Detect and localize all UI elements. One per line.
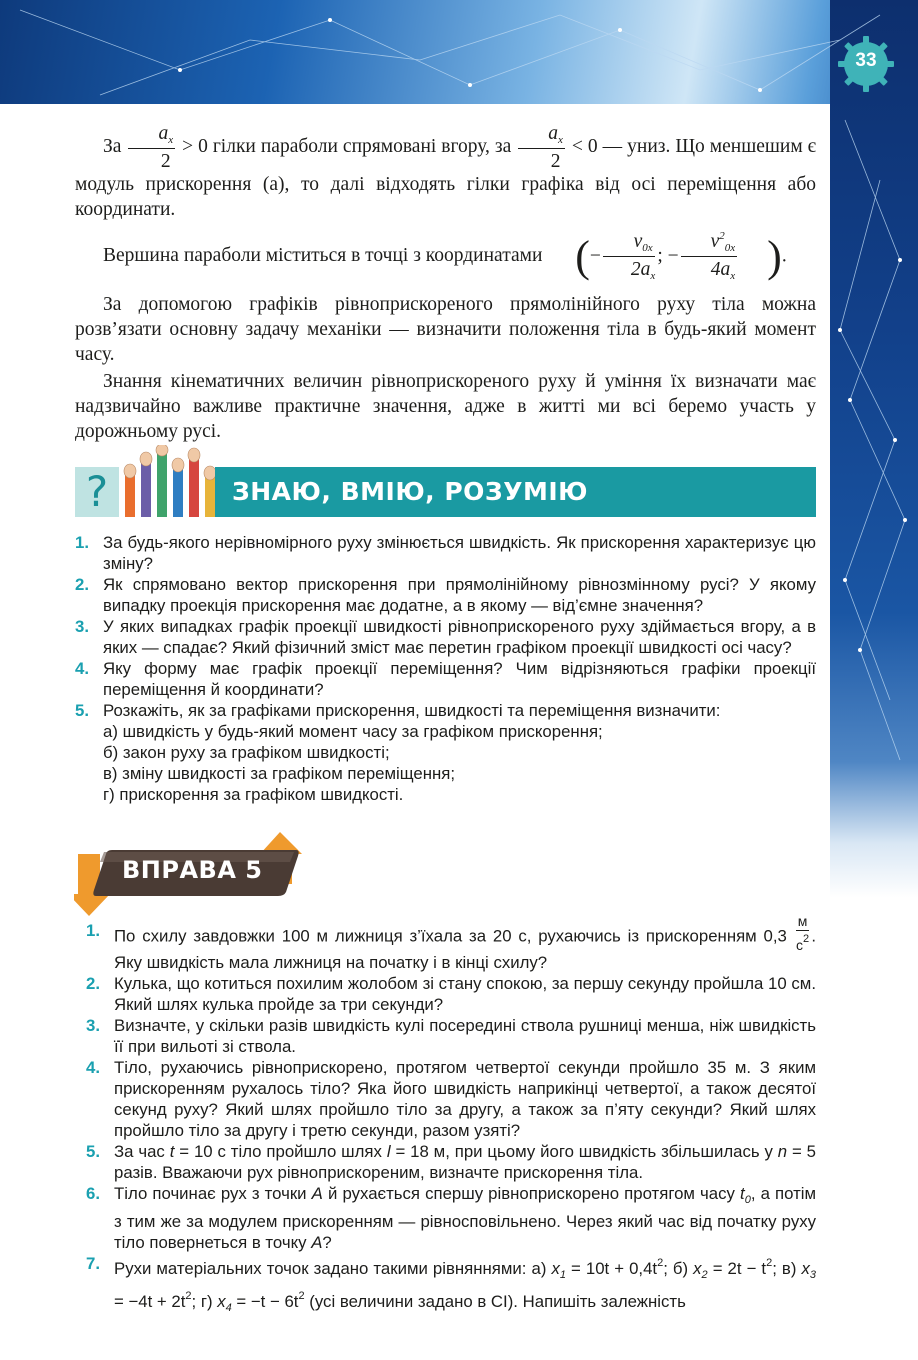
raised-hands-icon [119, 445, 219, 517]
exercise-item: 4. Тіло, рухаючись рівноприскорено, протягом четвертої секунди пройшло 35 м. З яким прискоренням рухалось тіло? Яка його швидкість наприкінці четвертої, а також десятої секунд руху? Який шлях пройшло тіло за другу, а також за п’яту секунди? Який шлях пройшло тіло за другу і третю секунди, разом узяті? [86, 1058, 816, 1140]
question-subitem: в) зміну швидкості за графіком переміщення; [103, 764, 455, 783]
question-item: 5. Розкажіть, як за графіками прискорення, швидкості та переміщення визначити: а) швидкість у будь-який момент часу за графіком прискорення; б) закон руху за графіком швидкості; в) зміну швидкості за графіком переміщення; г) прискорення за графіком швидкості. [75, 700, 816, 805]
fraction-ax-over-2: $\frac{a_x}{2}$ [128, 124, 175, 172]
fraction-v0x-2ax: $\frac{v_{0x}}{2a_x}$ [603, 232, 655, 282]
exercise-list [86, 913, 817, 1319]
question-mark-icon: ? [75, 467, 119, 517]
exercise-item: 3. Визначте, у скільки разів швидкість кулі посередині ствола рушниці менша, ніж швидкість її при вильоті зі ствола. [86, 1016, 816, 1056]
question-list [75, 532, 816, 805]
question-subitem: б) закон руху за графіком швидкості; [103, 743, 390, 762]
fraction-v0x2-4ax: $\frac{v^2_{0x}}{4a_x}$ [681, 231, 738, 282]
question-subitem: а) швидкість у будь-який момент часу за графіком прискорення; [103, 722, 603, 741]
fraction-ax-over-2-second: $\frac{a_x}{2}$ [518, 124, 565, 172]
exercise-item: 2. Кулька, що котиться похилим жолобом зі стану спокою, за першу секунду пройшла 10 см. Який шлях кулька пройде за три секунди? [86, 974, 816, 1014]
paragraph-graph-task: За допомогою графіків рівноприскореного прямолінійного руху тіла можна розв’язати основну задачу механіки — визначити положення тіла в будь-який момент часу. [75, 294, 816, 365]
question-subitem: г) прискорення за графіком швидкості. [103, 785, 404, 804]
paragraph-practical: Знання кінематичних величин рівноприскореного руху й уміння їх визначати має надзвичайно важливе практичне значення, адже в житті ми всі беремо участь у дорожньому русі. [75, 371, 816, 442]
unit-fraction-m-s2: $\frac{м}{с^2}$ [795, 913, 810, 953]
paragraph-parabola-branches: За $\frac{a_x}{2}$ > 0 гілки параболи спрямовані вгору, за $\frac{a_x}{2}$ < 0 — униз. Що меншешим є модуль прискорення (a), то далі відходять гілки графіка від осі переміщення або координати. [75, 123, 817, 220]
exercise-item: 7. Рухи матеріальних точок задано такими рівняннями: а) $x_1 = 10t + 0,4t^2$; б) $x_2 = 2t - t^2$; в) $x_3 = -4t + 2t^2$; г) $x_4 = -t - 6t^2$ (усі величини задано в СІ). Напишіть залежність [86, 1254, 817, 1314]
exercise-item: 5. За час t = 10 с тіло пройшло шлях l = 18 м, при цьому його швидкість збільшилась у n = 5 разів. Вважаючи рух рівноприскореним, визначте прискорення тіла. [86, 1142, 817, 1182]
question-item: 2. Як спрямовано вектор прискорення при прямолінійному рівнозмінному русі? У якому випадку проекція прискорення має додатне, а в якому — від’ємне значення? [75, 575, 816, 615]
paragraph-vertex: Вершина параболи міститься в точці з координатами (− $\frac{v_{0x}}{2a_x}$ ; − $\frac{v^2_{0x}}{4a_x}$ ). [103, 230, 787, 283]
banner-title: ЗНАЮ, ВМІЮ, РОЗУМІЮ [232, 477, 588, 506]
exercise-item: 1. По схилу завдовжки 100 м лижниця з’їхала за 20 с, рухаючись із прискоренням 0,3 $\frac{м}{с^2}$ . Яку швидкість мала лижниця на початку і в кінці схилу? [86, 913, 816, 972]
question-item: 1. За будь-якого нерівномірного руху змінюється швидкість. Як прискорення характеризує цю зміну? [75, 533, 816, 573]
exercise-title: ВПРАВА 5 [122, 856, 263, 884]
question-item: 4. Яку форму має графік проекції переміщення? Чим відрізняються графіки проекції переміщення й координати? [75, 659, 816, 699]
exercise-item: 6. Тіло починає рух з точки A й рухається спершу рівноприскорено протягом часу $t_0$, а потім з тим же за модулем прискоренням — рівносповільнено. Через який час від початку руху тіло повернеться в точку A? [86, 1184, 817, 1252]
page-number: 33 [855, 50, 877, 71]
question-item: 3. У яких випадках графік проекції швидкості рівноприскореного руху здіймається вгору, а в яких — спадає? Який фізичний зміст має перетин графіком проекції швидкості осі часу? [75, 617, 816, 657]
section-banner [75, 467, 816, 517]
